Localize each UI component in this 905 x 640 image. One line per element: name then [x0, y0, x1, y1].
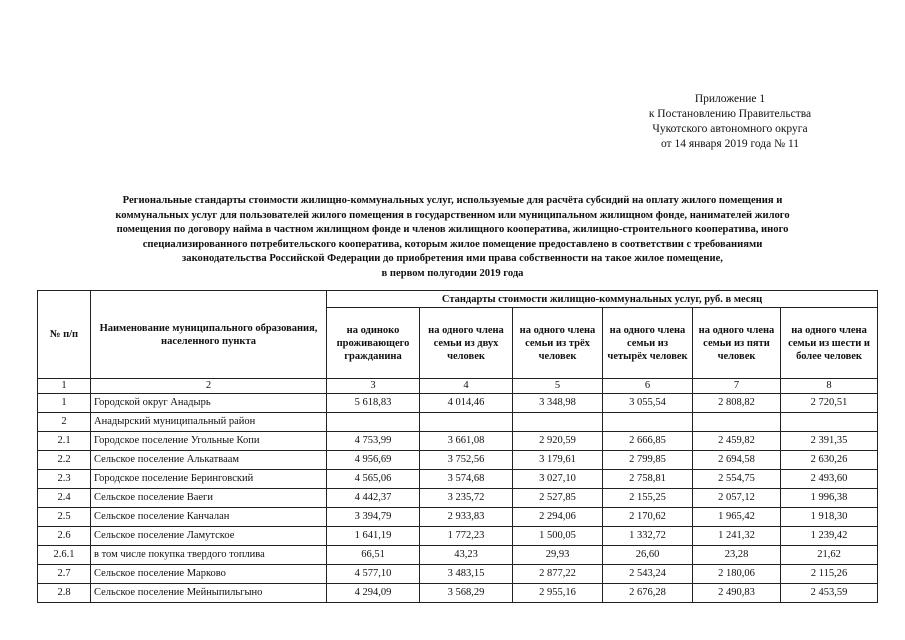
row-value: 2 676,28	[603, 584, 693, 603]
row-name: Сельское поселение Ламутское	[91, 527, 327, 546]
row-value: 3 483,15	[420, 565, 513, 584]
row-value: 21,62	[781, 546, 878, 565]
header-family-2: на одного члена семьи из двух человек	[420, 308, 513, 379]
title-line: законодательства Российской Федерации до приобретения ими права собственности на такое жилое помещение,	[182, 253, 723, 264]
appendix-line: к Постановлению Правительства	[648, 108, 812, 120]
appendix-line: Чукотского автономного округа	[652, 123, 808, 135]
row-value: 1 772,23	[420, 527, 513, 546]
column-number: 1	[38, 379, 91, 394]
row-value: 66,51	[327, 546, 420, 565]
row-name: в том числе покупка твердого топлива	[91, 546, 327, 565]
row-value: 4 753,99	[327, 432, 420, 451]
title-line: коммунальных услуг для пользователей жилого помещения в государственном или муниципальном жилищном фонде, нанимателей жилого	[115, 209, 790, 221]
row-value: 2 630,26	[781, 451, 878, 470]
column-number-row	[38, 379, 878, 394]
header-single: на одиноко проживающего гражданина	[327, 308, 420, 379]
row-value: 2 694,58	[693, 451, 781, 470]
row-value: 2 955,16	[513, 584, 603, 603]
table-row	[38, 527, 878, 546]
row-value: 3 394,79	[327, 508, 420, 527]
row-name: Городское поселение Угольные Копи	[91, 432, 327, 451]
row-number: 2.6.1	[38, 546, 91, 565]
row-value: 2 808,82	[693, 394, 781, 413]
row-value: 3 568,29	[420, 584, 513, 603]
row-value: 3 179,61	[513, 451, 603, 470]
row-value: 23,28	[693, 546, 781, 565]
row-value	[513, 413, 603, 432]
row-value: 2 877,22	[513, 565, 603, 584]
header-family-4: на одного члена семьи из четырёх человек	[603, 308, 693, 379]
row-value: 3 752,56	[420, 451, 513, 470]
header-family-6: на одного члена семьи из шести и более человек	[781, 308, 878, 379]
row-number: 2.6	[38, 527, 91, 546]
row-value: 4 956,69	[327, 451, 420, 470]
table-row	[38, 546, 878, 565]
table-row	[38, 489, 878, 508]
row-value: 2 459,82	[693, 432, 781, 451]
row-value: 2 920,59	[513, 432, 603, 451]
row-value: 2 666,85	[603, 432, 693, 451]
row-value: 3 027,10	[513, 470, 603, 489]
row-name: Сельское поселение Ваеги	[91, 489, 327, 508]
row-value: 2 527,85	[513, 489, 603, 508]
row-value: 1 996,38	[781, 489, 878, 508]
column-number: 7	[693, 379, 781, 394]
document-title	[30, 194, 875, 281]
standards-table	[37, 290, 878, 603]
row-value: 3 348,98	[513, 394, 603, 413]
row-value	[327, 413, 420, 432]
row-number: 1	[38, 394, 91, 413]
row-value: 2 933,83	[420, 508, 513, 527]
row-value: 2 758,81	[603, 470, 693, 489]
header-family-3: на одного члена семьи из трёх человек	[513, 308, 603, 379]
row-value: 5 618,83	[327, 394, 420, 413]
row-value: 2 057,12	[693, 489, 781, 508]
row-value	[693, 413, 781, 432]
table-row	[38, 432, 878, 451]
row-number: 2.5	[38, 508, 91, 527]
row-number: 2.1	[38, 432, 91, 451]
row-value: 3 574,68	[420, 470, 513, 489]
header-num: № п/п	[38, 291, 91, 379]
row-number: 2	[38, 413, 91, 432]
header-name: Наименование муниципального образования, населенного пункта	[91, 291, 327, 379]
row-name: Сельское поселение Мейныпильгыно	[91, 584, 327, 603]
row-value: 26,60	[603, 546, 693, 565]
column-number: 2	[91, 379, 327, 394]
title-line: специализированного потребительского кооператива, которым жилое помещение предоставлено в соответствии с требованиями	[142, 238, 763, 250]
row-value: 4 577,10	[327, 565, 420, 584]
row-value: 2 493,60	[781, 470, 878, 489]
row-value: 2 170,62	[603, 508, 693, 527]
row-value	[420, 413, 513, 432]
row-number: 2.4	[38, 489, 91, 508]
row-value: 2 490,83	[693, 584, 781, 603]
row-value: 2 155,25	[603, 489, 693, 508]
row-value: 2 799,85	[603, 451, 693, 470]
row-value: 4 442,37	[327, 489, 420, 508]
appendix-line: от 14 января 2019 года № 11	[660, 138, 800, 150]
row-value: 4 014,46	[420, 394, 513, 413]
title-line: Региональные стандарты стоимости жилищно-коммунальных услуг, используемые для расчёта субсидий на оплату жилого помещения и	[122, 195, 783, 206]
row-value: 2 720,51	[781, 394, 878, 413]
row-value	[781, 413, 878, 432]
row-number: 2.2	[38, 451, 91, 470]
table-row	[38, 394, 878, 413]
header-family-5: на одного члена семьи из пяти человек	[693, 308, 781, 379]
row-value	[603, 413, 693, 432]
table-row	[38, 508, 878, 527]
row-value: 1 500,05	[513, 527, 603, 546]
header-group: Стандарты стоимости жилищно-коммунальных услуг, руб. в месяц	[327, 291, 878, 308]
row-name: Сельское поселение Канчалан	[91, 508, 327, 527]
row-value: 2 391,35	[781, 432, 878, 451]
row-value: 4 294,09	[327, 584, 420, 603]
appendix-header	[600, 92, 860, 152]
row-value: 1 965,42	[693, 508, 781, 527]
row-value: 2 180,06	[693, 565, 781, 584]
row-value: 3 235,72	[420, 489, 513, 508]
row-value: 2 453,59	[781, 584, 878, 603]
row-value: 2 294,06	[513, 508, 603, 527]
row-number: 2.7	[38, 565, 91, 584]
row-value: 2 543,24	[603, 565, 693, 584]
table-row	[38, 565, 878, 584]
row-value: 1 641,19	[327, 527, 420, 546]
row-name: Сельское поселение Алькатваам	[91, 451, 327, 470]
column-number: 3	[327, 379, 420, 394]
column-number: 8	[781, 379, 878, 394]
appendix-line: Приложение 1	[694, 93, 766, 105]
row-value: 1 332,72	[603, 527, 693, 546]
row-number: 2.8	[38, 584, 91, 603]
row-value: 1 241,32	[693, 527, 781, 546]
title-line: в первом полугодии 2019 года	[381, 267, 524, 279]
row-value: 29,93	[513, 546, 603, 565]
table-row	[38, 584, 878, 603]
row-value: 4 565,06	[327, 470, 420, 489]
table-row	[38, 451, 878, 470]
column-number: 5	[513, 379, 603, 394]
table-row	[38, 470, 878, 489]
row-value: 1 918,30	[781, 508, 878, 527]
row-value: 43,23	[420, 546, 513, 565]
title-line: помещения по договору найма в частном жилищном фонде и членов жилищного кооператива, жилищно-строительного кооператива, иного	[116, 224, 789, 235]
row-value: 3 055,54	[603, 394, 693, 413]
row-name: Сельское поселение Марково	[91, 565, 327, 584]
row-number: 2.3	[38, 470, 91, 489]
row-value: 2 554,75	[693, 470, 781, 489]
row-value: 1 239,42	[781, 527, 878, 546]
column-number: 4	[420, 379, 513, 394]
column-number: 6	[603, 379, 693, 394]
row-name: Анадырский муниципальный район	[91, 413, 327, 432]
row-value: 3 661,08	[420, 432, 513, 451]
table-row	[38, 413, 878, 432]
row-name: Городское поселение Беринговский	[91, 470, 327, 489]
row-name: Городской округ Анадырь	[91, 394, 327, 413]
row-value: 2 115,26	[781, 565, 878, 584]
